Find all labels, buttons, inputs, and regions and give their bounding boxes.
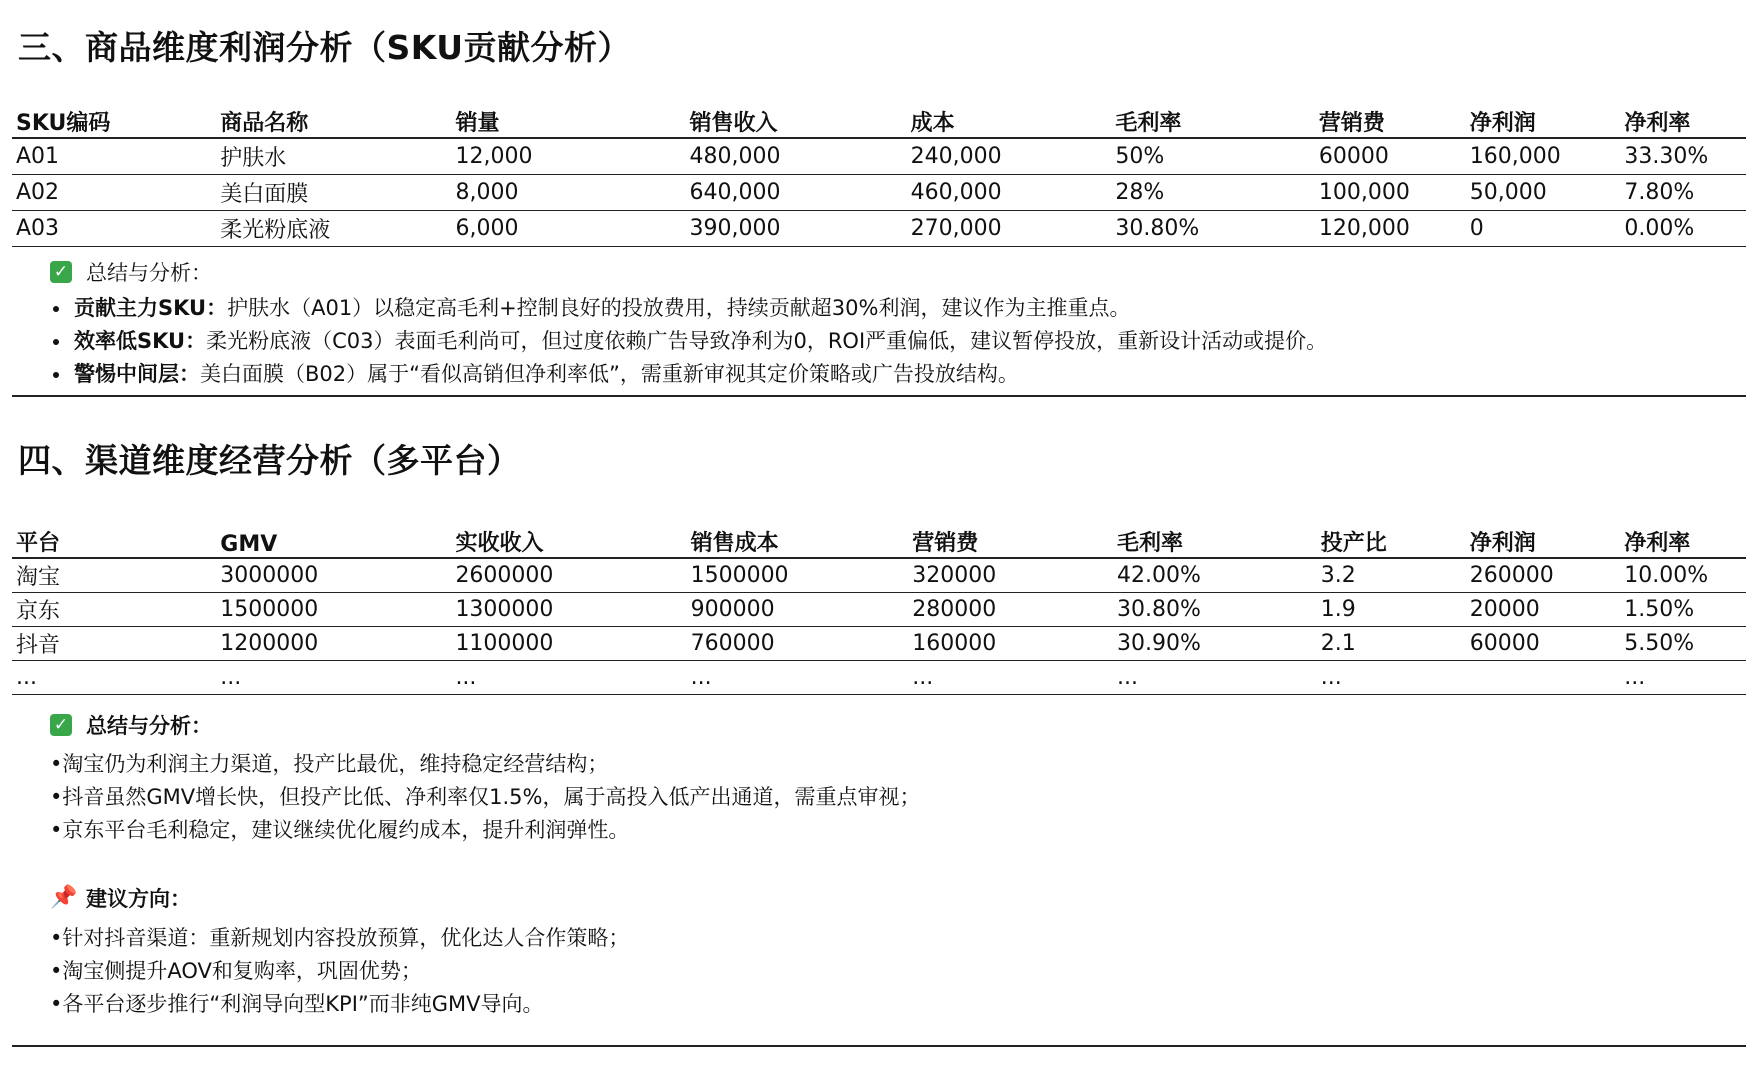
- table-cell: 20000: [1466, 593, 1621, 627]
- col-header: SKU编码: [12, 105, 216, 138]
- table-cell: 6,000: [451, 211, 685, 247]
- bullet-text: 护肤水（A01）以稳定高毛利+控制良好的投放费用，持续贡献超30%利润，建议作为主推重点。: [227, 296, 1131, 320]
- table-cell: ...: [1113, 661, 1317, 695]
- check-box-icon: ✓: [50, 261, 72, 283]
- table-cell: 30.90%: [1113, 627, 1317, 661]
- table-cell: 320000: [908, 558, 1113, 593]
- table-row: [12, 627, 1746, 661]
- table-cell: 390,000: [686, 211, 907, 247]
- table-row: [12, 661, 1746, 695]
- table-cell: 1.50%: [1620, 593, 1746, 627]
- summary-heading: [50, 257, 212, 287]
- table-cell: 1500000: [216, 593, 451, 627]
- table-cell: ...: [216, 661, 451, 695]
- summary-heading: [50, 710, 212, 740]
- table-cell: 8,000: [451, 175, 685, 211]
- col-header: 实收收入: [451, 525, 686, 558]
- table-cell: A02: [12, 175, 216, 211]
- table-row: [12, 175, 1746, 211]
- table-cell: [1466, 661, 1621, 695]
- table-cell: 33.30%: [1620, 138, 1746, 175]
- table-row: [12, 138, 1746, 175]
- table-cell: 160,000: [1466, 138, 1621, 175]
- list-item: [72, 325, 1327, 358]
- advice-list: [50, 922, 629, 1021]
- table-cell: 3.2: [1317, 558, 1466, 593]
- table-cell: ...: [687, 661, 909, 695]
- advice-label: 建议方向：: [86, 887, 191, 911]
- table-row: [12, 211, 1746, 247]
- table-cell: 42.00%: [1113, 558, 1317, 593]
- table-cell: 5.50%: [1620, 627, 1746, 661]
- summary-label: 总结与分析：: [86, 714, 212, 738]
- table-cell: 50%: [1111, 138, 1315, 175]
- table-cell: 1100000: [451, 627, 686, 661]
- table-cell: ...: [1620, 661, 1746, 695]
- list-item: •抖音虽然GMV增长快，但投产比低、净利率仅1.5%，属于高投入低产出通道，需重点审视；: [50, 785, 921, 809]
- table-cell: 1500000: [687, 558, 909, 593]
- table-cell: 280000: [908, 593, 1113, 627]
- list-item: •针对抖音渠道：重新规划内容投放预算，优化达人合作策略；: [50, 926, 630, 950]
- check-box-icon: ✓: [50, 714, 72, 736]
- table-header-row: [12, 525, 1746, 558]
- table-cell: 7.80%: [1620, 175, 1746, 211]
- col-header: 销售收入: [686, 105, 907, 138]
- channel-summary-list: [50, 748, 921, 847]
- col-header: 平台: [12, 525, 216, 558]
- col-header: 营销费: [908, 525, 1113, 558]
- table-cell: 2.1: [1317, 627, 1466, 661]
- table-cell: 60000: [1466, 627, 1621, 661]
- sku-table: [12, 105, 1746, 247]
- list-item: •淘宝侧提升AOV和复购率，巩固优势；: [50, 959, 422, 983]
- col-header: GMV: [216, 525, 451, 558]
- sku-summary-list: [48, 292, 1327, 391]
- col-header: 毛利率: [1111, 105, 1315, 138]
- table-cell: 160000: [908, 627, 1113, 661]
- table-cell: 100,000: [1315, 175, 1466, 211]
- table-cell: 640,000: [686, 175, 907, 211]
- bullet-bold: 警惕中间层：: [74, 362, 200, 386]
- table-cell: 抖音: [12, 627, 216, 661]
- table-cell: 美白面膜: [216, 175, 451, 211]
- list-item: •淘宝仍为利润主力渠道，投产比最优，维持稳定经营结构；: [50, 752, 609, 776]
- table-cell: ...: [908, 661, 1113, 695]
- bullet-text: 柔光粉底液（C03）表面毛利尚可，但过度依赖广告导致净利为0，ROI严重偏低，建议暂停投放，重新设计活动或提价。: [206, 329, 1328, 353]
- col-header: 毛利率: [1113, 525, 1317, 558]
- table-cell: 淘宝: [12, 558, 216, 593]
- col-header: 销售成本: [687, 525, 909, 558]
- table-cell: 1200000: [216, 627, 451, 661]
- col-header: 商品名称: [216, 105, 451, 138]
- table-cell: 270,000: [907, 211, 1112, 247]
- table-cell: 1300000: [451, 593, 686, 627]
- table-row: [12, 558, 1746, 593]
- table-cell: 30.80%: [1111, 211, 1315, 247]
- table-cell: 240,000: [907, 138, 1112, 175]
- table-cell: 60000: [1315, 138, 1466, 175]
- advice-heading: [50, 883, 191, 913]
- table-cell: A01: [12, 138, 216, 175]
- table-cell: 3000000: [216, 558, 451, 593]
- col-header: 净利润: [1466, 105, 1621, 138]
- col-header: 净利润: [1466, 525, 1621, 558]
- col-header: 净利率: [1620, 105, 1746, 138]
- bullet-bold: 贡献主力SKU：: [74, 296, 228, 320]
- table-cell: 护肤水: [216, 138, 451, 175]
- list-item: [72, 358, 1327, 391]
- summary-label: 总结与分析：: [86, 261, 212, 285]
- col-header: 营销费: [1315, 105, 1466, 138]
- table-cell: 10.00%: [1620, 558, 1746, 593]
- table-row: [12, 593, 1746, 627]
- table-cell: 480,000: [686, 138, 907, 175]
- table-cell: 120,000: [1315, 211, 1466, 247]
- channel-table: [12, 525, 1746, 695]
- table-cell: 900000: [687, 593, 909, 627]
- table-cell: ...: [1317, 661, 1466, 695]
- table-cell: 760000: [687, 627, 909, 661]
- section4-title: 四、渠道维度经营分析（多平台）: [18, 441, 521, 480]
- table-cell: A03: [12, 211, 216, 247]
- section3-title: 三、商品维度利润分析（SKU贡献分析）: [18, 28, 632, 67]
- table-cell: 0.00%: [1620, 211, 1746, 247]
- table-cell: 460,000: [907, 175, 1112, 211]
- table-cell: 30.80%: [1113, 593, 1317, 627]
- list-item: •京东平台毛利稳定，建议继续优化履约成本，提升利润弹性。: [50, 818, 630, 842]
- table-cell: 2600000: [451, 558, 686, 593]
- pushpin-icon: 📌: [50, 885, 78, 910]
- list-item: •各平台逐步推行“利润导向型KPI”而非纯GMV导向。: [50, 992, 544, 1016]
- table-cell: 28%: [1111, 175, 1315, 211]
- table-cell: ...: [12, 661, 216, 695]
- col-header: 投产比: [1317, 525, 1466, 558]
- table-header-row: [12, 105, 1746, 138]
- bullet-text: 美白面膜（B02）属于“看似高销但净利率低”，需重新审视其定价策略或广告投放结构。: [200, 362, 1019, 386]
- section-divider: [12, 395, 1746, 397]
- table-cell: 1.9: [1317, 593, 1466, 627]
- table-cell: 柔光粉底液: [216, 211, 451, 247]
- table-cell: 50,000: [1466, 175, 1621, 211]
- table-cell: 京东: [12, 593, 216, 627]
- table-cell: 260000: [1466, 558, 1621, 593]
- bullet-bold: 效率低SKU：: [74, 329, 207, 353]
- col-header: 净利率: [1620, 525, 1746, 558]
- col-header: 成本: [907, 105, 1112, 138]
- table-cell: 0: [1466, 211, 1621, 247]
- col-header: 销量: [451, 105, 685, 138]
- table-cell: 12,000: [451, 138, 685, 175]
- table-cell: ...: [451, 661, 686, 695]
- list-item: [72, 292, 1327, 325]
- section-divider: [12, 1045, 1746, 1047]
